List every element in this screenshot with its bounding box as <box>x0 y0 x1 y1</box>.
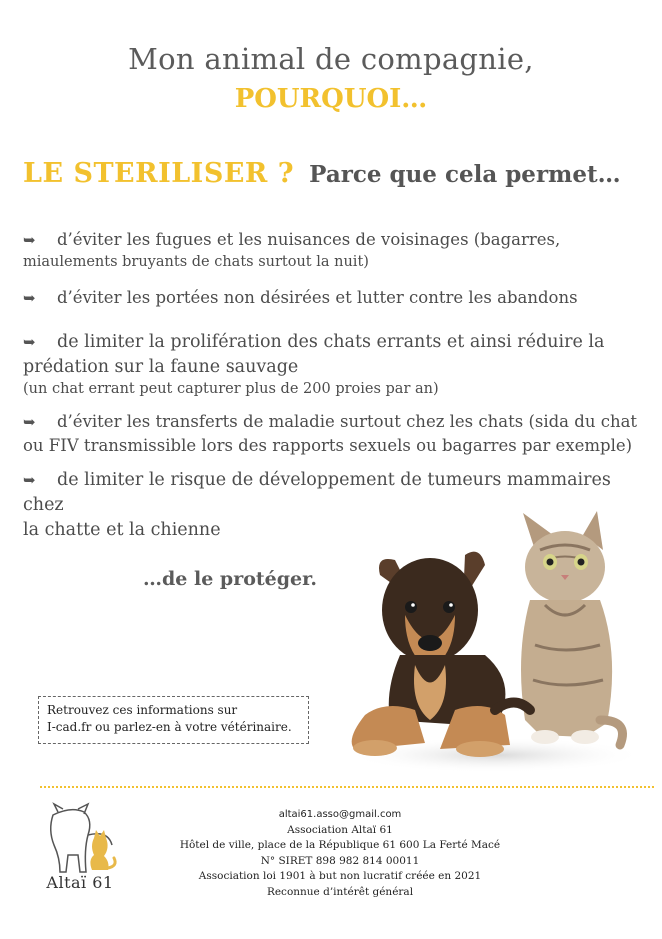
list-item-text: la chatte et la chienne <box>23 520 221 540</box>
section-heading-main: LE STERILISER ? <box>23 158 295 189</box>
list-item-text: d’éviter les portées non désirées et lutter contre les abandons <box>57 288 578 307</box>
list-item <box>23 410 643 457</box>
arrow-icon: ➥ <box>23 333 36 351</box>
footer-org: Association Altaï 61 <box>287 823 393 836</box>
page-title: Mon animal de compagnie, <box>128 42 534 76</box>
arrow-icon: ➥ <box>23 231 36 249</box>
protect-text: …de le protéger. <box>143 568 317 590</box>
list-item-text: de limiter la prolifération des chats errants et ainsi réduire la <box>57 332 605 352</box>
footer <box>150 807 530 901</box>
section-heading <box>23 158 621 189</box>
arrow-icon: ➥ <box>23 471 36 489</box>
footer-recognition: Reconnue d’intérêt général <box>266 885 414 898</box>
info-box-line: Retrouvez ces informations sur <box>47 703 238 717</box>
list-item-text: d’éviter les fugues et les nuisances de voisinages (bagarres, <box>57 230 561 249</box>
footer-address: Hôtel de ville, place de la République 61 600 La Ferté Macé <box>179 839 501 852</box>
footer-email[interactable]: altai61.asso@gmail.com <box>278 809 402 820</box>
footer-siret: N° SIRET 898 982 814 00011 <box>260 854 420 867</box>
arrow-icon: ➥ <box>23 289 36 307</box>
section-heading-sub: Parce que cela permet… <box>309 161 621 188</box>
list-item-text: miaulements bruyants de chats surtout la nuit) <box>23 254 369 270</box>
kitten-icon <box>521 511 623 745</box>
footer-law: Association loi 1901 à but non lucratif créée en 2021 <box>198 870 482 883</box>
list-item <box>23 228 643 272</box>
list-item-text: d’éviter les transferts de maladie surtout chez les chats (sida du chat <box>57 412 638 431</box>
info-box <box>38 696 309 744</box>
divider <box>40 786 654 788</box>
puppy-and-kitten-photo <box>345 505 657 775</box>
page-subtitle: POURQUOI… <box>234 84 428 114</box>
list-item-text: de limiter le risque de développement de tumeurs mammaires chez <box>23 470 611 515</box>
info-box-line: I-cad.fr ou parlez-en à votre vétérinaire. <box>47 720 292 734</box>
list-item <box>23 286 643 310</box>
list-item-text: prédation sur la faune sauvage <box>23 357 299 377</box>
list-item-note: (un chat errant peut capturer plus de 200 proies par an) <box>23 381 439 397</box>
arrow-icon: ➥ <box>23 413 36 431</box>
list-item <box>23 330 643 399</box>
list-item-text: ou FIV transmissible lors des rapports sexuels ou bagarres par exemple) <box>23 436 633 455</box>
puppy-icon <box>352 552 530 757</box>
logo-text: Altaï 61 <box>46 873 114 892</box>
